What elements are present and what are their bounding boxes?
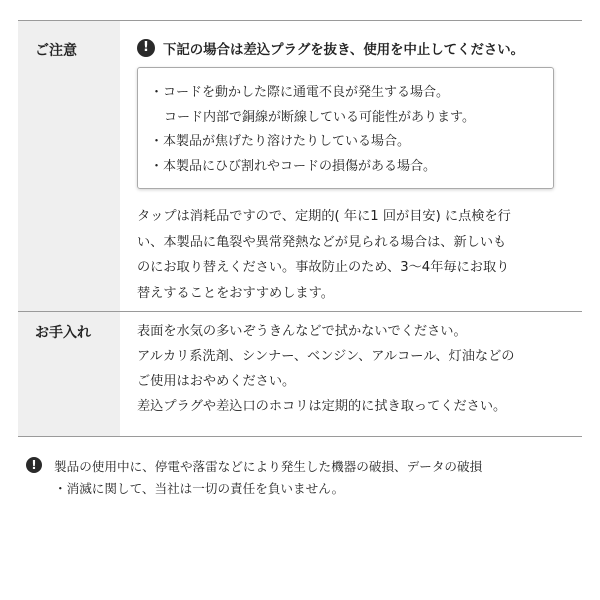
care-heading: お手入れ [18, 312, 120, 436]
care-line: 差込プラグや差込口のホコリは定期的に拭き取ってください。 [137, 399, 507, 414]
care-line: ご使用はおやめください。 [137, 374, 296, 389]
condition-item: ・本製品が焦げたり溶けたりしている場合。 [150, 134, 411, 149]
paragraph-line: 替えすることをおすすめします。 [137, 286, 334, 302]
care-line: 表面を水気の多いぞうきんなどで拭かないでください。 [137, 324, 467, 339]
paragraph-line: のにお取り替えください。事故防止のため、3〜4年毎にお取り [137, 260, 510, 276]
caution-row [18, 21, 582, 311]
exclamation-circle-icon: ! [137, 39, 155, 57]
warning-conditions-box [137, 67, 554, 189]
paragraph-line: タップは消耗品ですので、定期的( 年に1 回が目安) に点検を行 [137, 209, 511, 224]
caution-heading: ご注意 [18, 21, 120, 311]
exclamation-circle-icon: ! [26, 457, 42, 473]
caution-content [120, 21, 585, 311]
disclaimer [26, 456, 582, 500]
warning-text: 下記の場合は差込プラグを抜き、使用を中止してください。 [163, 42, 525, 58]
care-line: アルカリ系洗剤、シンナー、ベンジン、アルコール、灯油などの [137, 349, 515, 364]
paragraph-line: い、本製品に亀裂や異常発熱などが見られる場合は、新しいも [137, 234, 507, 250]
care-content [120, 312, 582, 436]
inspection-paragraph [137, 204, 575, 307]
info-table [18, 20, 582, 437]
condition-item: ・コードを動かした際に通電不良が発生する場合。 [150, 85, 450, 100]
warning-line [137, 38, 575, 58]
disclaimer-line: 製品の使用中に、停電や落雷などにより発生した機器の破損、データの破損 [54, 459, 483, 474]
condition-item: ・本製品にひび割れやコードの損傷がある場合。 [150, 158, 437, 174]
care-row [18, 311, 582, 436]
condition-item-note: コード内部で銅線が断線している可能性があります。 [164, 109, 475, 125]
disclaimer-line: ・消滅に関して、当社は一切の責任を負いません。 [54, 481, 345, 496]
